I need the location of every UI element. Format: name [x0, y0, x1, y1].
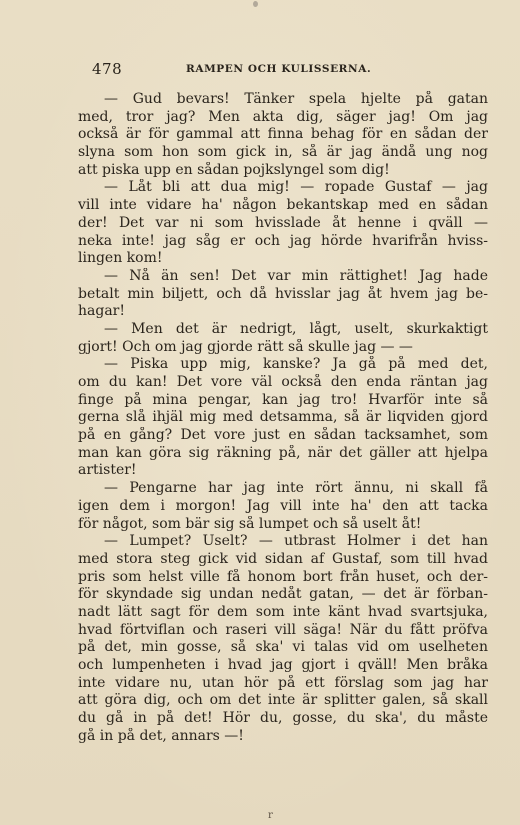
text-line: — Piska upp mig, kanske? Ja gå på med det,: [104, 356, 488, 373]
text-line: nadt lätt sagt för dem som inte känt hvad svartsjuka,: [78, 603, 488, 620]
ink-speck: [253, 1, 258, 7]
text-line: hagar!: [78, 303, 125, 320]
text-line: inte vidare nu, utan hör på ett förslag som jag har: [78, 674, 488, 691]
text-line: — Nå än sen! Det var min rättighet! Jag hade: [104, 267, 488, 284]
page-header: [92, 60, 492, 82]
text-line: på en gång? Det vore just en sådan tacksamhet, som: [78, 427, 488, 444]
text-line: med stora steg gick vid sidan af Gustaf, som till hvad: [78, 550, 488, 567]
text-line: — Men det är nedrigt, lågt, uselt, skurkaktigt: [104, 320, 488, 337]
text-line: — Lumpet? Uselt? — utbrast Holmer i det han: [104, 533, 488, 550]
text-line: att göra dig, och om det inte är splitter galen, så skall: [78, 692, 488, 709]
text-body: [78, 91, 488, 745]
text-line: gjort! Och om jag gjorde rätt så skulle jag — —: [78, 338, 413, 355]
text-line: betalt min biljett, och då hvisslar jag åt hvem jag be-: [78, 285, 488, 302]
text-line: gerna slå ihjäl mig med detsamma, så är liqviden gjord: [78, 409, 488, 426]
text-line: också är för gammal att finna behag för en sådan der: [78, 126, 488, 143]
text-line: — Pengarne har jag inte rört ännu, ni skall få: [104, 480, 488, 497]
text-line: der! Det var ni som hvisslade åt henne i qväll —: [78, 214, 488, 231]
text-line: på det, min gosse, så ska' vi talas vid om uselheten: [78, 639, 488, 656]
text-line: om du kan! Det vore väl också den enda räntan jag: [78, 374, 488, 390]
text-line: för något, som bär sig så lumpet och så uselt åt!: [78, 515, 422, 532]
text-line: att piska upp en sådan pojkslyngel som dig!: [78, 161, 390, 178]
footer-mark: r: [268, 810, 273, 821]
text-line: med, tror jag? Men akta dig, säger jag! Om jag: [78, 108, 488, 125]
text-line: du gå in på det! Hör du, gosse, du ska', du måste: [78, 710, 488, 727]
text-line: pris som helst ville få honom bort från huset, och der-: [78, 568, 488, 585]
text-line: — Låt bli att dua mig! — ropade Gustaf — jag: [104, 179, 488, 196]
page-number: 478: [92, 60, 123, 78]
text-line: för skyndade sig undan nedåt gatan, — det är förban-: [78, 586, 488, 603]
text-line: — Gud bevars! Tänker spela hjelte på gatan: [104, 91, 488, 107]
running-head: RAMPEN OCH KULISSERNA.: [186, 63, 372, 75]
text-line: slyna som hon som gick in, så är jag ändå ung nog: [78, 144, 488, 161]
text-line: och lumpenheten i hvad jag gjort i qväll! Men bråka: [78, 657, 488, 673]
text-line: lingen kom!: [78, 250, 163, 267]
text-line: gå in på det, annars —!: [78, 727, 244, 744]
text-line: man kan göra sig räkning på, när det gäller att hjelpa: [78, 444, 488, 461]
text-line: hvad förtviflan och raseri vill säga! När du fått pröfva: [78, 621, 488, 638]
text-line: vill inte vidare ha' någon bekantskap med en sådan: [78, 197, 488, 214]
text-line: artister!: [78, 462, 137, 479]
text-line: igen dem i morgon! Jag vill inte ha' den att tacka: [78, 497, 488, 514]
text-line: finge på mina pengar, kan jag tro! Hvarför inte så: [78, 391, 488, 408]
text-line: neka inte! jag såg er och jag hörde hvarifrån hviss-: [78, 232, 488, 249]
